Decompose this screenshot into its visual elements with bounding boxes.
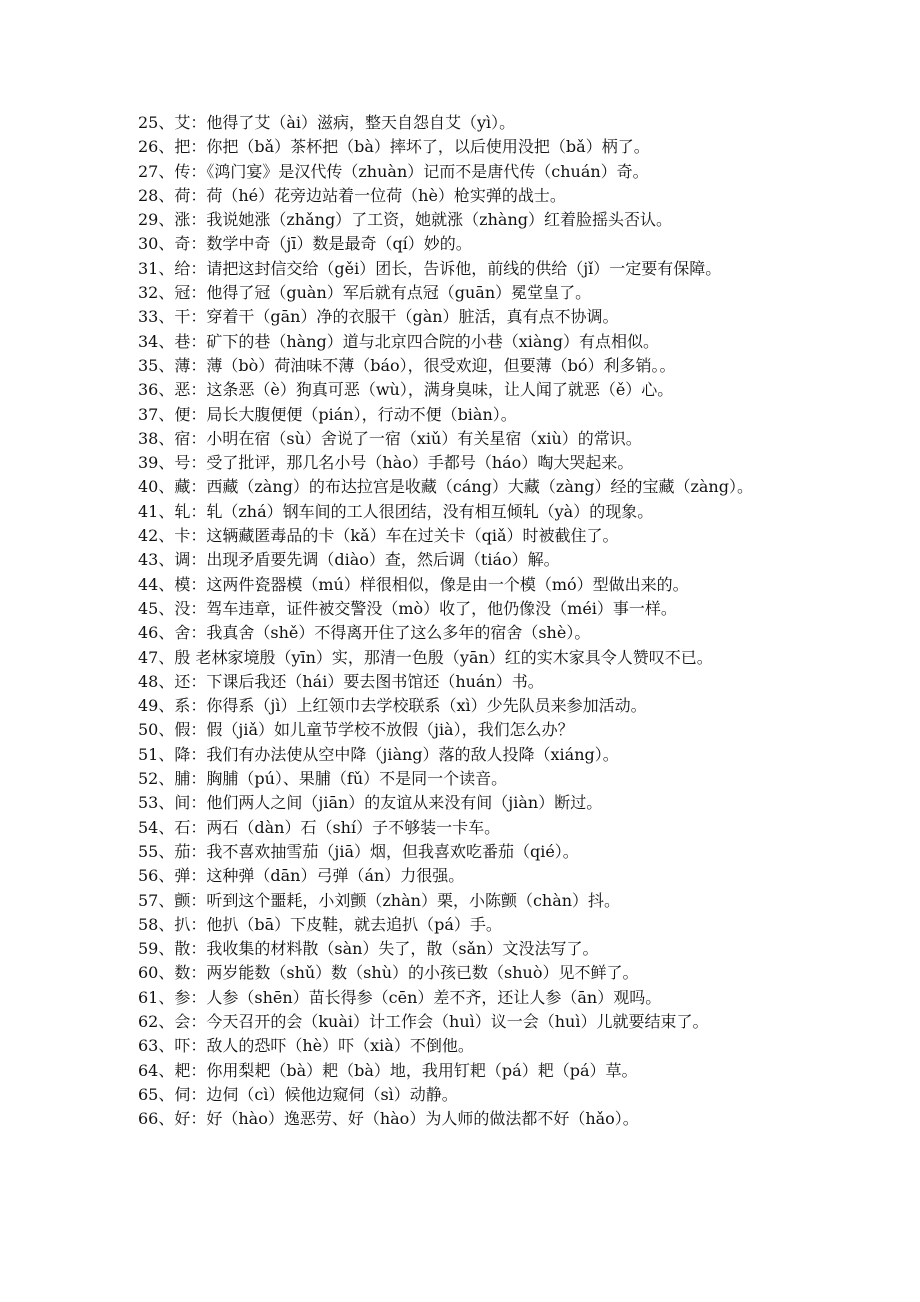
entry-30: 30、奇：数学中奇（jī）数是最奇（qí）妙的。: [138, 234, 472, 254]
entry-27: 27、传：《鸿门宴》是汉代传（zhuàn）记而不是唐代传（chuán）奇。: [138, 161, 649, 181]
entry-62: 62、会：今天召开的会（kuài）计工作会（huì）议一会（huì）儿就要结束了。: [138, 1011, 709, 1031]
entry-40: 40、藏：西藏（zàng）的布达拉宫是收藏（cáng）大藏（zàng）经的宝藏（zàng）。: [138, 477, 753, 497]
entry-25: 25、艾：他得了艾（ài）滋病，整天自怨自艾（yì）。: [138, 113, 516, 132]
entry-28: 28、荷：荷（hé）花旁边站着一位荷（hè）枪实弹的战士。: [138, 185, 566, 205]
entry-33: 33、干：穿着干（gān）净的衣服干（gàn）脏活，真有点不协调。: [138, 307, 619, 327]
document-body: [138, 111, 788, 1131]
entry-50: 50、假：假（jiǎ）如儿童节学校不放假（jià），我们怎么办？: [138, 720, 574, 740]
entry-42: 42、卡：这辆藏匿毒品的卡（kǎ）车在过关卡（qiǎ）时被截住了。: [138, 526, 619, 546]
entry-55: 55、茄：我不喜欢抽雪茄（jiā）烟，但我喜欢吃番茄（qié）。: [138, 841, 579, 861]
entry-60: 60、数：两岁能数（shǔ）数（shù）的小孩已数（shuò）见不鲜了。: [138, 963, 639, 983]
entry-49: 49、系：你得系（jì）上红领巾去学校联系（xì）少先队员来参加活动。: [138, 696, 647, 716]
entry-43: 43、调：出现矛盾要先调（diào）查，然后调（tiáo）解。: [138, 550, 560, 570]
entry-52: 52、脯：胸脯（pú）、果脯（fǔ）不是同一个读音。: [138, 769, 508, 789]
entry-59: 59、散：我收集的材料散（sàn）失了，散（sǎn）文没法写了。: [138, 939, 599, 959]
entry-57: 57、颤：听到这个噩耗，小刘颤（zhàn）栗，小陈颤（chàn）抖。: [138, 890, 621, 910]
entry-44: 44、模：这两件瓷器模（mú）样很相似，像是由一个模（mó）型做出来的。: [138, 574, 689, 594]
entry-61: 61、参：人参（shēn）苗长得参（cēn）差不齐，还让人参（ān）观吗。: [138, 987, 662, 1007]
entry-36: 36、恶：这条恶（è）狗真可恶（wù），满身臭味，让人闻了就恶（ě）心。: [138, 380, 674, 400]
entry-31: 31、给：请把这封信交给（gěi）团长，告诉他，前线的供给（jǐ）一定要有保障。: [138, 258, 722, 278]
entry-35: 35、薄：薄（bò）荷油味不薄（báo），很受欢迎，但要薄（bó）利多销。。: [138, 355, 676, 375]
entry-58: 58、扒：他扒（bā）下皮鞋，就去追扒（pá）手。: [138, 914, 502, 934]
entry-32: 32、冠：他得了冠（guàn）军后就有点冠（guān）冕堂皇了。: [138, 283, 592, 303]
entry-29: 29、涨：我说她涨（zhǎng）了工资，她就涨（zhàng）红着脸摇头否认。: [138, 210, 673, 230]
entry-26: 26、把：你把（bǎ）茶杯把（bà）摔坏了，以后使用没把（bǎ）柄了。: [138, 137, 650, 157]
entry-47: 47、殷 老林家境殷（yīn）实，那清一色殷（yān）红的实木家具令人赞叹不已。: [138, 647, 713, 667]
entry-54: 54、石：两石（dàn）石（shí）子不够装一卡车。: [138, 817, 501, 837]
entry-63: 63、吓：敌人的恐吓（hè）吓（xià）不倒他。: [138, 1036, 474, 1056]
entry-64: 64、耙：你用梨耙（bà）耙（bà）地，我用钉耙（pá）耙（pá）草。: [138, 1060, 638, 1080]
entry-45: 45、没：驾车违章，证件被交警没（mò）收了，他仍像没（méi）事一样。: [138, 598, 677, 618]
entry-66: 66、好：好（hào）逸恶劳、好（hào）为人师的做法都不好（hǎo）。: [138, 1109, 639, 1129]
entry-39: 39、号：受了批评，那几名小号（hào）手都号（háo）啕大哭起来。: [138, 453, 634, 473]
entry-46: 46、舍：我真舍（shě）不得离开住了这么多年的宿舍（shè）。: [138, 623, 591, 643]
entry-41: 41、轧：轧（zhá）钢车间的工人很团结，没有相互倾轧（yà）的现象。: [138, 501, 654, 521]
entry-37: 37、便：局长大腹便便（pián），行动不便（biàn）。: [138, 404, 517, 424]
entry-48: 48、还：下课后我还（hái）要去图书馆还（huán）书。: [138, 671, 544, 691]
entry-56: 56、弹：这种弹（dān）弓弹（án）力很强。: [138, 866, 465, 886]
entry-38: 38、宿：小明在宿（sù）舍说了一宿（xiǔ）有关星宿（xiù）的常识。: [138, 428, 642, 448]
entry-65: 65、伺：边伺（cì）候他边窥伺（sì）动静。: [138, 1084, 458, 1104]
entry-34: 34、巷：矿下的巷（hàng）道与北京四合院的小巷（xiàng）有点相似。: [138, 331, 659, 351]
entry-53: 53、间：他们两人之间（jiān）的友谊从来没有间（jiàn）断过。: [138, 793, 603, 813]
entry-51: 51、降：我们有办法使从空中降（jiàng）落的敌人投降（xiáng）。: [138, 744, 619, 764]
